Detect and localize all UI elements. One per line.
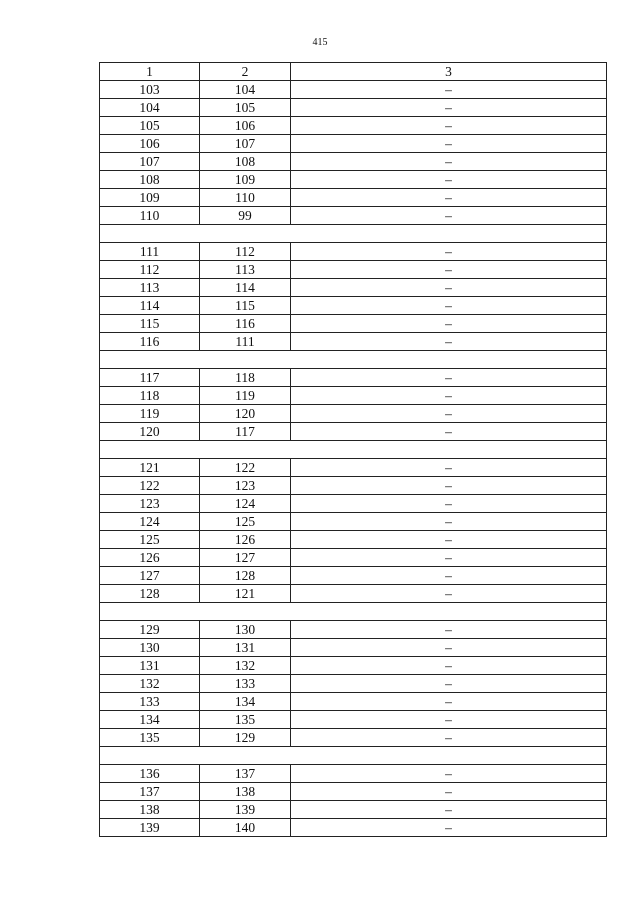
table-row <box>100 279 607 297</box>
table-cell-col-1: 137 <box>100 783 200 801</box>
table-cell-col-1: 113 <box>100 279 200 297</box>
table-cell-col-2: 129 <box>200 729 291 747</box>
group-separator-row <box>100 225 607 243</box>
table-cell-col-1: 107 <box>100 153 200 171</box>
table-cell-col-1: 134 <box>100 711 200 729</box>
table-cell-col-3: – <box>291 459 607 477</box>
group-separator-cell <box>100 603 607 621</box>
table-cell-col-1: 112 <box>100 261 200 279</box>
table-row <box>100 99 607 117</box>
group-separator-cell <box>100 441 607 459</box>
table-cell-col-2: 132 <box>200 657 291 675</box>
table-cell-col-3: – <box>291 117 607 135</box>
table-row <box>100 513 607 531</box>
table-cell-col-3: – <box>291 693 607 711</box>
table-cell-col-3: – <box>291 783 607 801</box>
table-cell-col-2: 123 <box>200 477 291 495</box>
table-cell-col-3: – <box>291 99 607 117</box>
table-cell-col-3: – <box>291 153 607 171</box>
group-separator-row <box>100 351 607 369</box>
table-cell-col-3: – <box>291 639 607 657</box>
table-cell-col-3: – <box>291 513 607 531</box>
table-cell-col-2: 117 <box>200 423 291 441</box>
table-cell-col-2: 134 <box>200 693 291 711</box>
table-row <box>100 567 607 585</box>
table-cell-col-1: 109 <box>100 189 200 207</box>
table-body <box>100 81 607 837</box>
table-row <box>100 819 607 837</box>
table-cell-col-1: 127 <box>100 567 200 585</box>
table-cell-col-1: 119 <box>100 405 200 423</box>
table-cell-col-2: 120 <box>200 405 291 423</box>
table-cell-col-3: – <box>291 819 607 837</box>
table-cell-col-3: – <box>291 711 607 729</box>
table-cell-col-2: 138 <box>200 783 291 801</box>
table-row <box>100 423 607 441</box>
table-cell-col-2: 139 <box>200 801 291 819</box>
table-row <box>100 585 607 603</box>
table-cell-col-1: 133 <box>100 693 200 711</box>
table-cell-col-1: 129 <box>100 621 200 639</box>
table-cell-col-1: 110 <box>100 207 200 225</box>
table-cell-col-3: – <box>291 621 607 639</box>
table-cell-col-1: 103 <box>100 81 200 99</box>
table-cell-col-3: – <box>291 531 607 549</box>
table-cell-col-2: 128 <box>200 567 291 585</box>
table-cell-col-2: 104 <box>200 81 291 99</box>
table-row <box>100 783 607 801</box>
table-cell-col-3: – <box>291 81 607 99</box>
table-cell-col-3: – <box>291 369 607 387</box>
table-cell-col-1: 135 <box>100 729 200 747</box>
table-cell-col-3: – <box>291 207 607 225</box>
table-row <box>100 369 607 387</box>
table-cell-col-2: 122 <box>200 459 291 477</box>
table-cell-col-2: 111 <box>200 333 291 351</box>
table-cell-col-3: – <box>291 477 607 495</box>
table-cell-col-3: – <box>291 549 607 567</box>
table-cell-col-1: 136 <box>100 765 200 783</box>
table-cell-col-3: – <box>291 495 607 513</box>
table-row <box>100 405 607 423</box>
table-cell-col-3: – <box>291 765 607 783</box>
table-cell-col-2: 99 <box>200 207 291 225</box>
table-row <box>100 207 607 225</box>
table-row <box>100 81 607 99</box>
table-cell-col-2: 105 <box>200 99 291 117</box>
table-row <box>100 153 607 171</box>
table-row <box>100 315 607 333</box>
table-row <box>100 171 607 189</box>
table-cell-col-2: 125 <box>200 513 291 531</box>
table-cell-col-1: 131 <box>100 657 200 675</box>
table-cell-col-1: 123 <box>100 495 200 513</box>
table-cell-col-3: – <box>291 135 607 153</box>
table-cell-col-3: – <box>291 243 607 261</box>
table-cell-col-2: 127 <box>200 549 291 567</box>
group-separator-row <box>100 441 607 459</box>
table-cell-col-1: 126 <box>100 549 200 567</box>
table-cell-col-2: 119 <box>200 387 291 405</box>
table-row <box>100 117 607 135</box>
table-cell-col-3: – <box>291 189 607 207</box>
table-cell-col-2: 112 <box>200 243 291 261</box>
table-row <box>100 675 607 693</box>
table-cell-col-1: 121 <box>100 459 200 477</box>
table-cell-col-2: 133 <box>200 675 291 693</box>
page-number: 415 <box>312 37 328 48</box>
table-row <box>100 549 607 567</box>
table-cell-col-2: 116 <box>200 315 291 333</box>
column-header-1: 1 <box>100 63 200 81</box>
table-cell-col-2: 108 <box>200 153 291 171</box>
table-row <box>100 261 607 279</box>
table-row <box>100 477 607 495</box>
table-cell-col-1: 122 <box>100 477 200 495</box>
table-cell-col-2: 121 <box>200 585 291 603</box>
table-row <box>100 459 607 477</box>
table-row <box>100 387 607 405</box>
table-row <box>100 189 607 207</box>
table-cell-col-2: 124 <box>200 495 291 513</box>
table-cell-col-3: – <box>291 171 607 189</box>
table-cell-col-3: – <box>291 657 607 675</box>
table-cell-col-1: 120 <box>100 423 200 441</box>
table-cell-col-3: – <box>291 315 607 333</box>
table-cell-col-2: 109 <box>200 171 291 189</box>
table-cell-col-2: 115 <box>200 297 291 315</box>
table-row <box>100 693 607 711</box>
table-cell-col-1: 130 <box>100 639 200 657</box>
table-row <box>100 495 607 513</box>
table-cell-col-1: 117 <box>100 369 200 387</box>
table-row <box>100 801 607 819</box>
table-row <box>100 135 607 153</box>
table-row <box>100 711 607 729</box>
table-cell-col-3: – <box>291 423 607 441</box>
table-cell-col-3: – <box>291 567 607 585</box>
table-row <box>100 765 607 783</box>
table-cell-col-3: – <box>291 801 607 819</box>
table-cell-col-2: 113 <box>200 261 291 279</box>
table-row <box>100 243 607 261</box>
table-cell-col-3: – <box>291 279 607 297</box>
table-cell-col-3: – <box>291 405 607 423</box>
table-row <box>100 729 607 747</box>
table-cell-col-2: 110 <box>200 189 291 207</box>
table-cell-col-1: 108 <box>100 171 200 189</box>
table-cell-col-2: 126 <box>200 531 291 549</box>
table-row <box>100 657 607 675</box>
table-cell-col-1: 115 <box>100 315 200 333</box>
table-cell-col-2: 106 <box>200 117 291 135</box>
table-row <box>100 531 607 549</box>
group-separator-cell <box>100 747 607 765</box>
column-header-2: 2 <box>200 63 291 81</box>
table-cell-col-2: 131 <box>200 639 291 657</box>
table-cell-col-3: – <box>291 729 607 747</box>
table-cell-col-1: 118 <box>100 387 200 405</box>
table-cell-col-3: – <box>291 297 607 315</box>
column-header-3: 3 <box>291 63 607 81</box>
table-cell-col-1: 139 <box>100 819 200 837</box>
group-separator-cell <box>100 351 607 369</box>
table-cell-col-1: 105 <box>100 117 200 135</box>
table-header-row <box>100 63 607 81</box>
table-cell-col-2: 135 <box>200 711 291 729</box>
table-cell-col-1: 124 <box>100 513 200 531</box>
table-cell-col-1: 125 <box>100 531 200 549</box>
table-cell-col-2: 130 <box>200 621 291 639</box>
table-cell-col-2: 107 <box>200 135 291 153</box>
table-row <box>100 639 607 657</box>
table-cell-col-1: 138 <box>100 801 200 819</box>
table-row <box>100 621 607 639</box>
table-cell-col-1: 128 <box>100 585 200 603</box>
group-separator-row <box>100 747 607 765</box>
table-cell-col-2: 140 <box>200 819 291 837</box>
table-cell-col-1: 104 <box>100 99 200 117</box>
table-cell-col-1: 106 <box>100 135 200 153</box>
table-cell-col-2: 118 <box>200 369 291 387</box>
table-cell-col-3: – <box>291 585 607 603</box>
group-separator-cell <box>100 225 607 243</box>
table-cell-col-2: 137 <box>200 765 291 783</box>
table-row <box>100 297 607 315</box>
table-cell-col-1: 111 <box>100 243 200 261</box>
table-header <box>100 63 607 81</box>
data-table <box>99 62 607 837</box>
table-cell-col-1: 116 <box>100 333 200 351</box>
group-separator-row <box>100 603 607 621</box>
table-cell-col-3: – <box>291 387 607 405</box>
table-cell-col-3: – <box>291 333 607 351</box>
table-cell-col-3: – <box>291 675 607 693</box>
table-cell-col-1: 132 <box>100 675 200 693</box>
table-cell-col-1: 114 <box>100 297 200 315</box>
table-row <box>100 333 607 351</box>
table-cell-col-2: 114 <box>200 279 291 297</box>
table-cell-col-3: – <box>291 261 607 279</box>
